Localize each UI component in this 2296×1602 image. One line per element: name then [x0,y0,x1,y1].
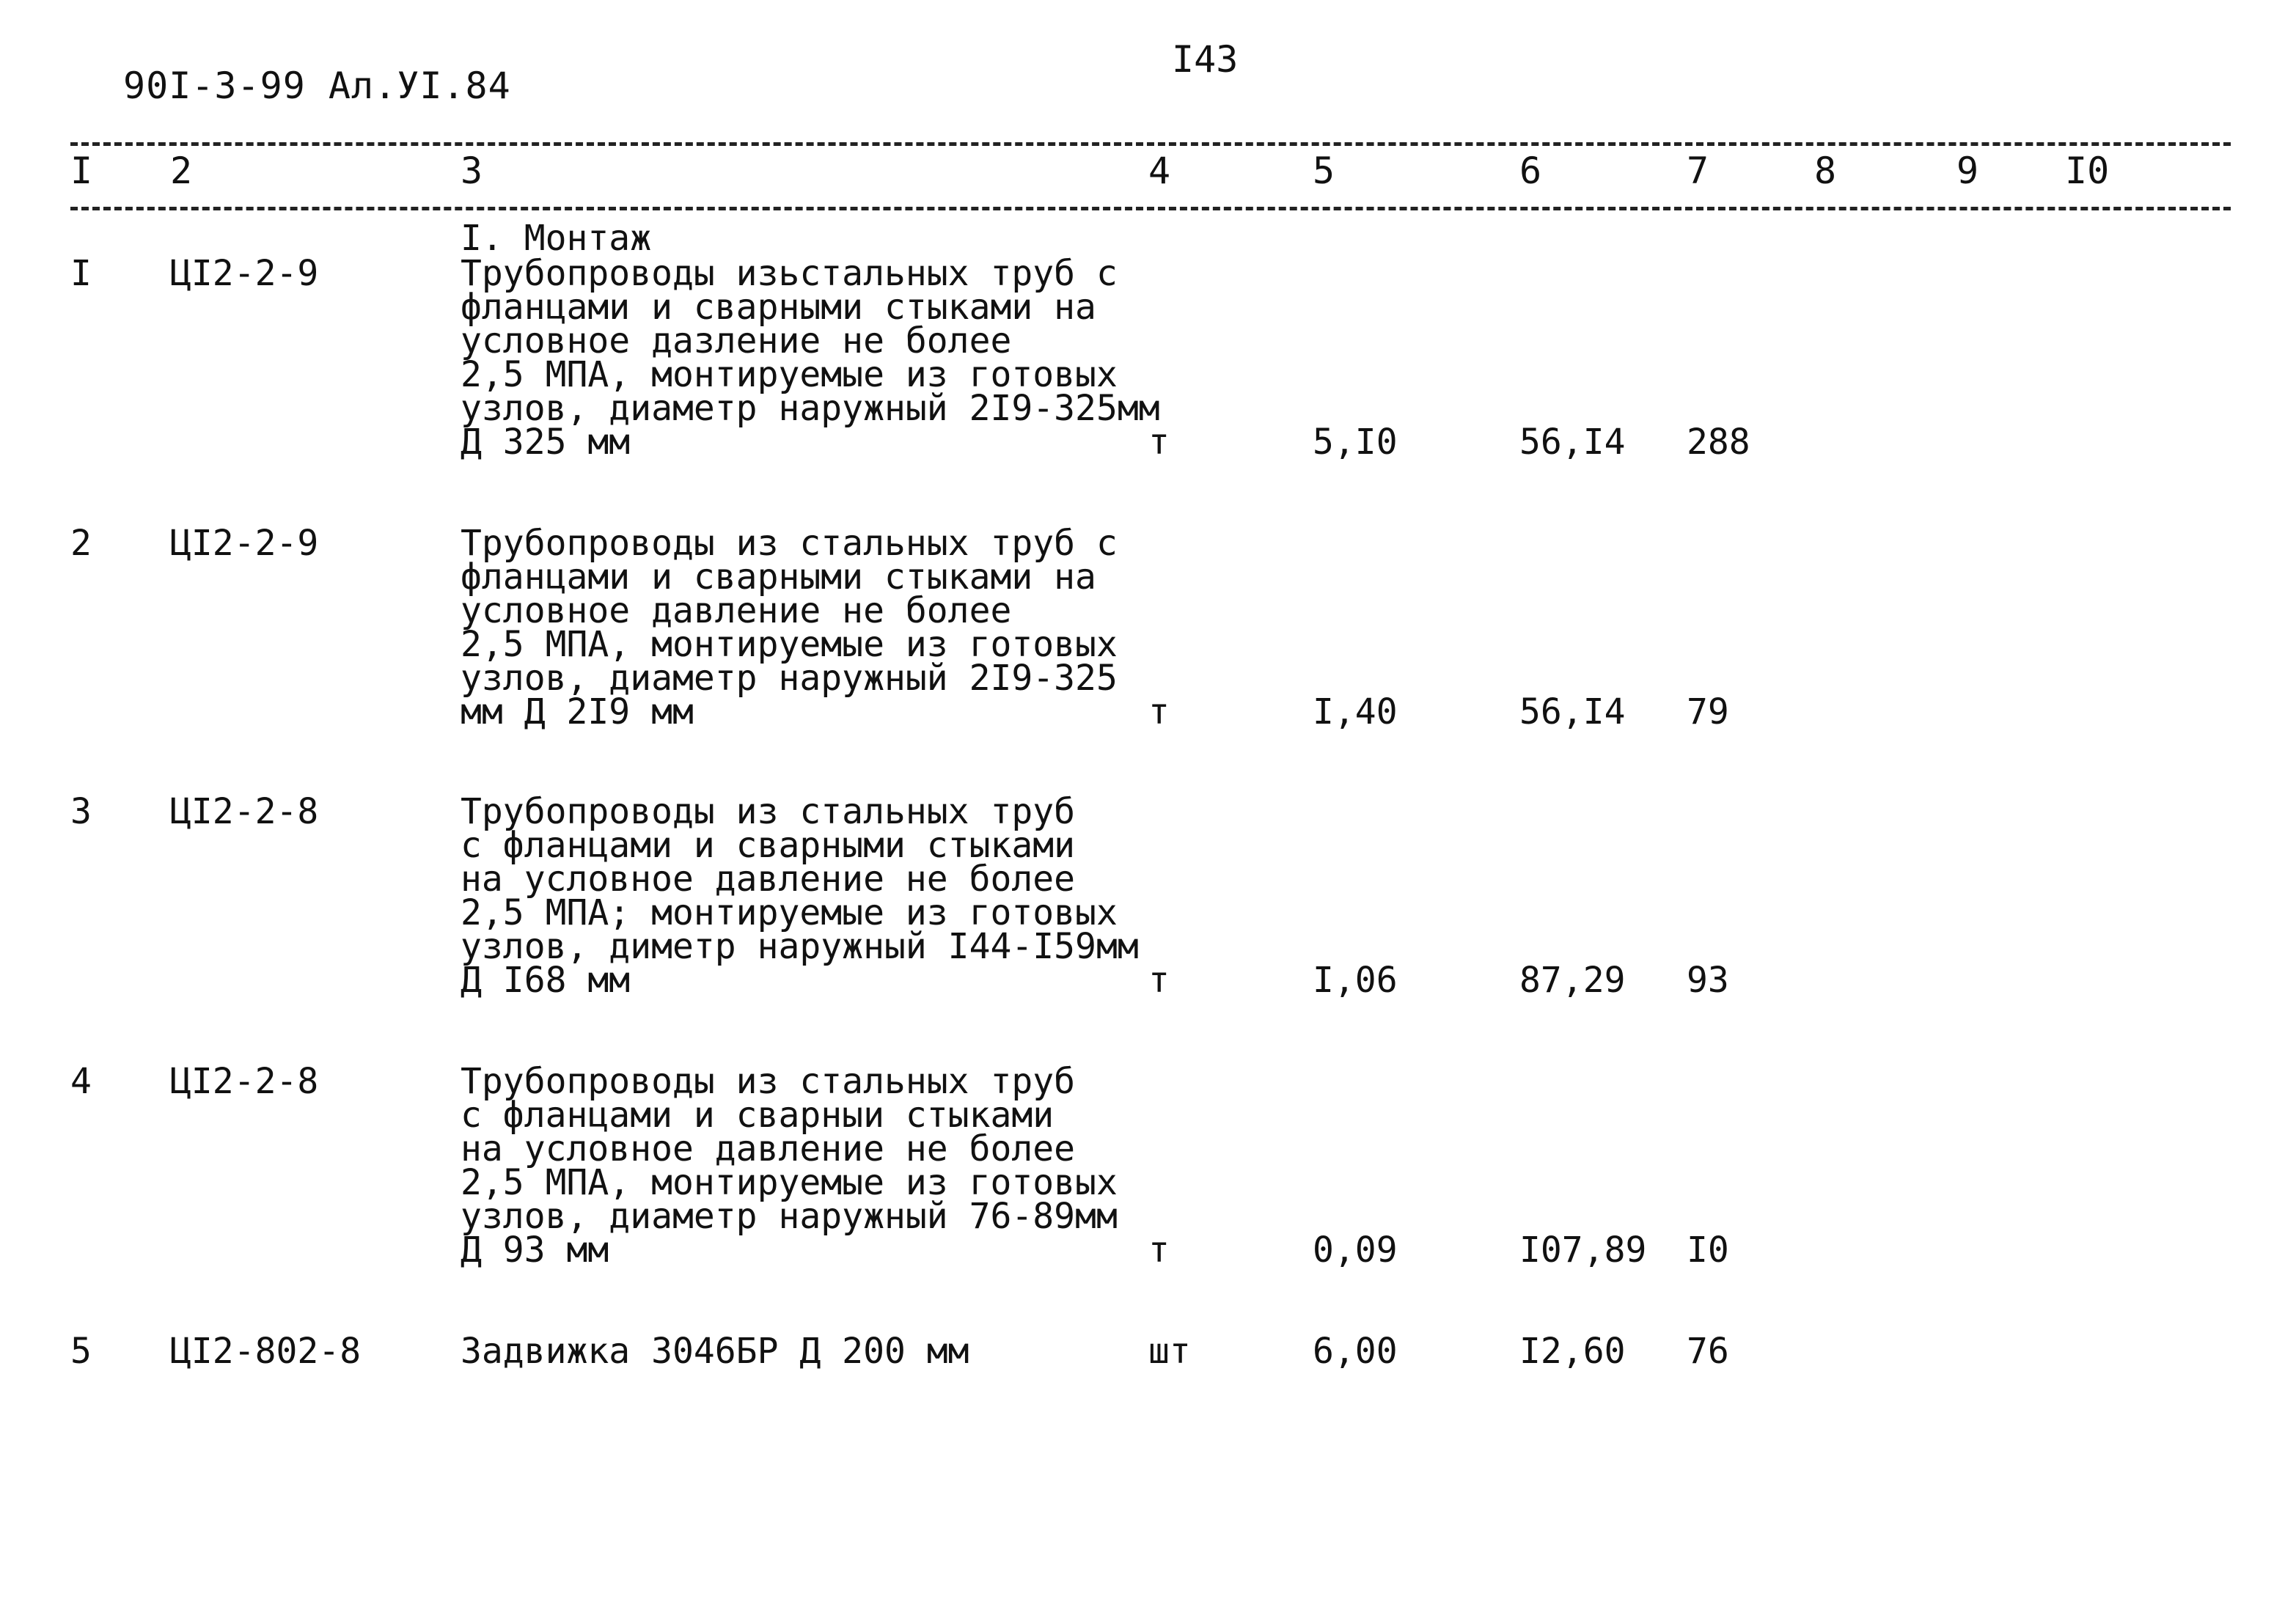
rate-code: ЦI2-2-9 [170,523,319,564]
column-header-9: 9 [1956,150,1979,192]
column-header-7: 7 [1687,150,1709,192]
section-title: I. Монтаж [461,218,652,259]
quantity: 5,I0 [1313,422,1398,463]
row-number: 5 [70,1331,92,1372]
column-header-5: 5 [1313,150,1335,192]
column-header-4: 4 [1148,150,1171,192]
quantity: 0,09 [1313,1230,1398,1271]
header-bottom-rule [70,207,2231,210]
quantity: 6,00 [1313,1331,1398,1372]
column-header-6: 6 [1519,150,1542,192]
total-cost: 93 [1687,960,1729,1001]
row-number: 2 [70,523,92,564]
rate-code: ЦI2-2-8 [170,1061,319,1102]
item-description: Трубопроводы из стальных труб с фланцами и сварныи стыками на условное давление не более 2,5 МПА, монтируемые из готовых узлов, диаметр наружный 76-89мм Д 93 мм [461,1061,1118,1271]
item-description: Трубопроводы из стальных труб с фланцами и сварными стыками на условное давление не более 2,5 МПА; монтируемые из готовых узлов, диметр наружный I44-I59мм Д I68 мм [461,791,1139,1001]
column-header-2: 2 [170,150,193,192]
page-number: I43 [1172,38,1239,81]
quantity: I,06 [1313,960,1398,1001]
column-header-10: I0 [2065,150,2110,192]
row-number: I [70,253,92,294]
item-description: Трубопроводы изьстальных труб с фланцами и сварными стыками на условное дазление не более 2,5 МПА, монтируемые из готовых узлов, диаметр наружный 2I9-325мм Д 325 мм [461,253,1160,463]
unit-price: 87,29 [1519,960,1626,1001]
rate-code: ЦI2-802-8 [170,1331,362,1372]
total-cost: I0 [1687,1230,1729,1271]
document-code: 90I-3-99 Ал.УI.84 [123,65,511,107]
item-description: Задвижка 3046БР Д 200 мм [461,1331,969,1372]
unit-price: I07,89 [1519,1230,1647,1271]
total-cost: 288 [1687,422,1750,463]
column-header-1: I [70,150,93,192]
column-header-8: 8 [1814,150,1837,192]
row-number: 3 [70,791,92,832]
quantity: I,40 [1313,691,1398,732]
header-top-rule [70,142,2231,146]
unit-price: 56,I4 [1519,691,1626,732]
unit-price: 56,I4 [1519,422,1626,463]
total-cost: 76 [1687,1331,1729,1372]
unit: т [1148,691,1170,732]
column-header-3: 3 [461,150,483,192]
unit: т [1148,422,1170,463]
unit-price: I2,60 [1519,1331,1626,1372]
unit: шт [1148,1331,1191,1372]
rate-code: ЦI2-2-9 [170,253,319,294]
item-description: Трубопроводы из стальных труб с фланцами и сварными стыками на условное давление не более 2,5 МПА, монтируемые из готовых узлов, диаметр наружный 2I9-325 мм Д 2I9 мм [461,523,1118,732]
unit: т [1148,1230,1170,1271]
unit: т [1148,960,1170,1001]
row-number: 4 [70,1061,92,1102]
total-cost: 79 [1687,691,1729,732]
rate-code: ЦI2-2-8 [170,791,319,832]
